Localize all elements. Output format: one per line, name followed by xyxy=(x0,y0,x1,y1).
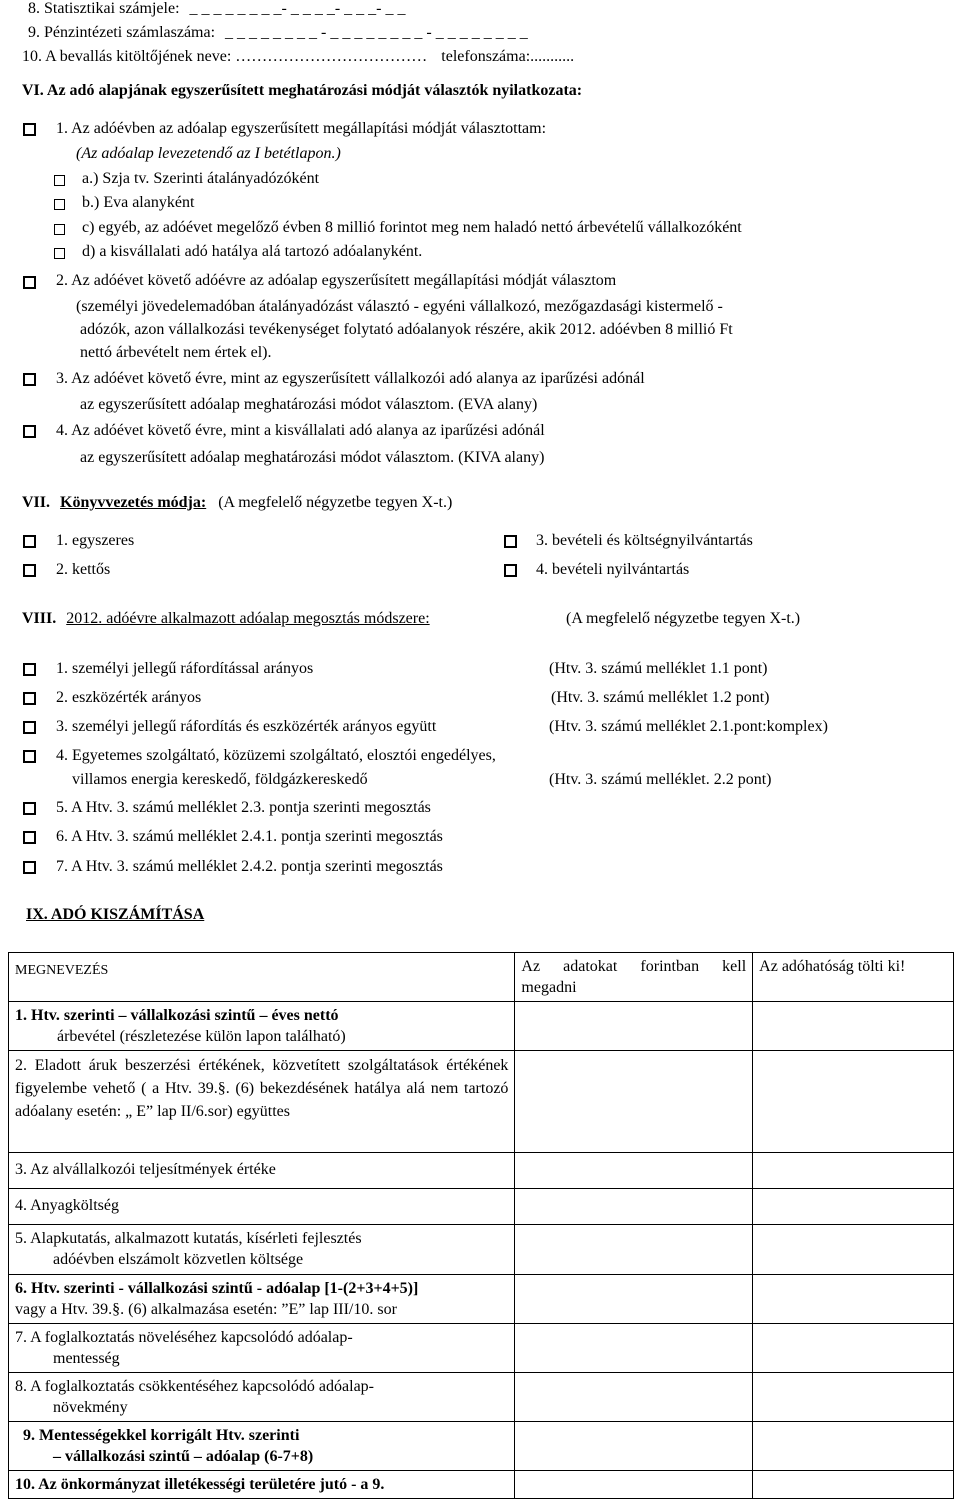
option-6-2-l1: (személyi jövedelemadóban átalányadózást választó - egyéni vállalkozó, mezőgazdasági kistermelő - xyxy=(76,298,723,315)
row-7-amount[interactable] xyxy=(515,1324,753,1373)
option-8-4-l2: villamos energia kereskedő, földgázkereskedő xyxy=(72,771,368,788)
row-3-amount[interactable] xyxy=(515,1153,753,1189)
option-6-2-l2: adózók, azon vállalkozási tevékenységet folytató adóalanyok részére, akik 2012. adóévben 8 millió Ft xyxy=(80,321,733,338)
col-header-name: MEGNEVEZÉS xyxy=(9,953,515,1002)
row-6-label: 6. Htv. szerinti - vállalkozási szintű - adóalap [1-(2+3+4+5)] vagy a Htv. 39.§. (6) alkalmazása esetén: ”E” lap III/10. sor xyxy=(9,1275,515,1324)
row-7-authority xyxy=(753,1324,954,1373)
line-10 xyxy=(22,48,574,66)
option-6-4-l2: az egyszerűsített adóalap meghatározási módot választom. (KIVA alany) xyxy=(80,449,545,466)
section-7-header xyxy=(22,494,452,512)
table-row-2 xyxy=(9,1051,954,1153)
checkbox-8-3[interactable] xyxy=(23,721,36,734)
row-7-label: 7. A foglalkoztatás növeléséhez kapcsolódó adóalap- mentesség xyxy=(9,1324,515,1373)
option-8-2-ref: (Htv. 3. számú melléklet 1.2 pont) xyxy=(551,689,770,706)
option-8-5: 5. A Htv. 3. számú melléklet 2.3. pontja szerinti megosztás xyxy=(56,799,431,816)
table-row-9 xyxy=(9,1422,954,1471)
option-8-1: 1. személyi jellegű ráfordítással arányos xyxy=(56,660,314,677)
option-8-3-ref: (Htv. 3. számú melléklet 2.1.pont:komplex) xyxy=(549,718,828,735)
checkbox-8-6[interactable] xyxy=(23,831,36,844)
row-4-authority xyxy=(753,1189,954,1225)
checkbox-7-4[interactable] xyxy=(504,564,517,577)
option-6-1c: c) egyéb, az adóévet megelőző évben 8 millió forintot meg nem haladó nettó árbevételű vállalkozóként xyxy=(82,219,742,236)
option-6-3: 3. Az adóévet követő évre, mint az egyszerűsített vállalkozói adó alanya az iparűzési adónál xyxy=(56,370,645,387)
checkbox-6-1c[interactable] xyxy=(54,224,65,235)
row-2-authority xyxy=(753,1051,954,1153)
checkbox-6-1a[interactable] xyxy=(54,175,65,186)
row-1-label: 1. Htv. szerinti – vállalkozási szintű – éves nettó árbevétel (részletezése külön lapon található) xyxy=(9,1002,515,1051)
label-filler-name: 10. A bevallás kitöltőjének neve: xyxy=(22,48,232,65)
line-9 xyxy=(28,24,528,42)
checkbox-8-5[interactable] xyxy=(23,802,36,815)
row-6-authority xyxy=(753,1275,954,1324)
checkbox-6-1b[interactable] xyxy=(54,199,65,210)
row-3-label: 3. Az alvállalkozói teljesítmények értéke xyxy=(9,1153,515,1189)
line-8 xyxy=(28,0,406,18)
checkbox-8-1[interactable] xyxy=(23,663,36,676)
table-row-4 xyxy=(9,1189,954,1225)
table-row-8 xyxy=(9,1373,954,1422)
col-header-amount: Az adatokat forintban kell megadni xyxy=(515,953,753,1002)
section-6-title: VI. Az adó alapjának egyszerűsített meghatározási módját választók nyilatkozata: xyxy=(22,82,583,99)
table-header-row xyxy=(9,953,954,1002)
option-7-3: 3. bevételi és költségnyilvántartás xyxy=(536,532,753,549)
option-8-2: 2. eszközérték arányos xyxy=(56,689,202,706)
option-8-4-ref: (Htv. 3. számú melléklet. 2.2 pont) xyxy=(549,771,772,788)
row-10-authority xyxy=(753,1471,954,1499)
statistical-number-field[interactable]: _ _ _ _ _ _ _ _- _ _ _ _- _ _ _- _ _ xyxy=(189,0,406,17)
checkbox-6-2[interactable] xyxy=(23,276,36,289)
option-6-2-l3: nettó árbevételt nem értek el). xyxy=(80,344,272,361)
option-8-6: 6. A Htv. 3. számú melléklet 2.4.1. pontja szerinti megosztás xyxy=(56,828,443,845)
checkbox-8-2[interactable] xyxy=(23,692,36,705)
option-8-3: 3. személyi jellegű ráfordítás és eszközérték arányos együtt xyxy=(56,718,437,735)
checkbox-7-3[interactable] xyxy=(504,535,517,548)
row-9-amount[interactable] xyxy=(515,1422,753,1471)
option-6-1a: a.) Szja tv. Szerinti átalányadózóként xyxy=(82,170,320,187)
option-6-1: 1. Az adóévben az adóalap egyszerűsített megállapítási módját választottam: xyxy=(56,120,547,137)
table-row-6 xyxy=(9,1275,954,1324)
table-row-3 xyxy=(9,1153,954,1189)
section-8-header xyxy=(22,610,430,628)
row-10-label: 10. Az önkormányzat illetékességi területére jutó - a 9. xyxy=(9,1471,515,1499)
option-8-4: 4. Egyetemes szolgáltató, közüzemi szolgáltató, elosztói engedélyes, xyxy=(56,747,496,764)
row-5-label: 5. Alapkutatás, alkalmazott kutatás, kísérleti fejlesztés adóévben elszámolt közvetlen költsége xyxy=(9,1225,515,1275)
option-7-1: 1. egyszeres xyxy=(56,532,135,549)
checkbox-6-3[interactable] xyxy=(23,373,36,386)
table-row-5 xyxy=(9,1225,954,1275)
row-9-authority xyxy=(753,1422,954,1471)
section-9-title: IX. ADÓ KISZÁMÍTÁSA xyxy=(26,906,205,923)
option-6-1-note: (Az adóalap levezetendő az I betétlapon.) xyxy=(76,145,341,162)
row-8-label: 8. A foglalkoztatás csökkentéséhez kapcsolódó adóalap- növekmény xyxy=(9,1373,515,1422)
option-7-4: 4. bevételi nyilvántartás xyxy=(536,561,690,578)
option-8-7: 7. A Htv. 3. számú melléklet 2.4.2. pontja szerinti megosztás xyxy=(56,858,443,875)
bank-account-field[interactable]: _ _ _ _ _ _ _ _ - _ _ _ _ _ _ _ _ - _ _ _ _ _ _ _ _ xyxy=(225,24,528,41)
phone-field[interactable]: telefonszáma:........... xyxy=(441,48,575,65)
label-statistical-number: 8. Statisztikai számjele: xyxy=(28,0,180,17)
option-6-2: 2. Az adóévet követő adóévre az adóalap egyszerűsített megállapítási módját választom xyxy=(56,272,617,289)
row-3-authority xyxy=(753,1153,954,1189)
row-8-amount[interactable] xyxy=(515,1373,753,1422)
row-9-label: 9. Mentességekkel korrigált Htv. szerinti – vállalkozási szintű – adóalap (6-7+8) xyxy=(9,1422,515,1471)
col-header-authority: Az adóhatóság tölti ki! xyxy=(753,953,954,1002)
section-7-title: Könyvvezetés módja: xyxy=(60,494,207,511)
table-row-1 xyxy=(9,1002,954,1051)
checkbox-6-1d[interactable] xyxy=(54,248,65,259)
row-2-label: 2. Eladott áruk beszerzési értékének, közvetített szolgáltatások értékének figyelembe vehető ( a Htv. 39.§. (6) bekezdésének hatálya alá nem tartozó adóalany esetén: „ E” lap II/6.sor) együttes xyxy=(9,1051,515,1153)
option-6-1b: b.) Eva alanyként xyxy=(82,194,195,211)
row-8-authority xyxy=(753,1373,954,1422)
checkbox-8-7[interactable] xyxy=(23,861,36,874)
section-8-title: 2012. adóévre alkalmazott adóalap megosztás módszere: xyxy=(66,610,430,627)
section-8-number: VIII. xyxy=(22,610,57,627)
row-2-amount[interactable] xyxy=(515,1051,753,1153)
row-1-authority xyxy=(753,1002,954,1051)
row-4-amount[interactable] xyxy=(515,1189,753,1225)
option-6-4: 4. Az adóévet követő évre, mint a kisvállalati adó alanya az iparűzési adónál xyxy=(56,422,545,439)
filler-name-field[interactable]: ……………………………… xyxy=(235,48,428,65)
option-6-3-l2: az egyszerűsített adóalap meghatározási módot választom. (EVA alany) xyxy=(80,396,538,413)
checkbox-6-1[interactable] xyxy=(23,123,36,136)
option-6-1d: d) a kisvállalati adó hatálya alá tartozó adóalanyként. xyxy=(82,243,423,260)
row-5-amount[interactable] xyxy=(515,1225,753,1275)
table-row-7 xyxy=(9,1324,954,1373)
row-10-amount[interactable] xyxy=(515,1471,753,1499)
checkbox-7-2[interactable] xyxy=(23,564,36,577)
checkbox-7-1[interactable] xyxy=(23,535,36,548)
label-bank-account: 9. Pénzintézeti számlaszáma: xyxy=(28,24,216,41)
section-8-note: (A megfelelő négyzetbe tegyen X-t.) xyxy=(566,610,801,627)
row-1-amount[interactable] xyxy=(515,1002,753,1051)
option-7-2: 2. kettős xyxy=(56,561,111,578)
section-7-number: VII. xyxy=(22,494,51,511)
section-7-note: (A megfelelő négyzetbe tegyen X-t.) xyxy=(218,494,453,511)
option-8-1-ref: (Htv. 3. számú melléklet 1.1 pont) xyxy=(549,660,768,677)
row-6-amount[interactable] xyxy=(515,1275,753,1324)
checkbox-8-4[interactable] xyxy=(23,750,36,763)
table-row-10 xyxy=(9,1471,954,1499)
tax-calc-table xyxy=(8,952,954,1499)
row-5-authority xyxy=(753,1225,954,1275)
row-4-label: 4. Anyagköltség xyxy=(9,1189,515,1225)
checkbox-6-4[interactable] xyxy=(23,425,36,438)
